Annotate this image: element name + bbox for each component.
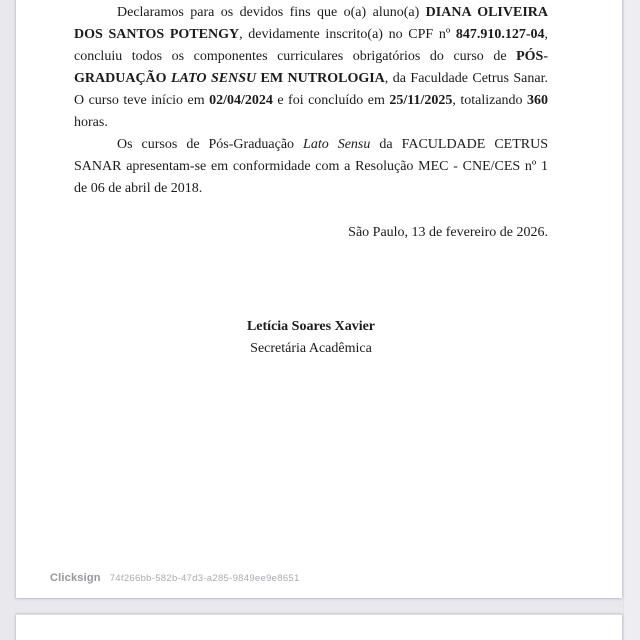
start-date: 02/04/2024 [209,93,273,108]
compliance-text: da FACULDADE CETRUS SANAR apresentam-se em conformidade com a Resolução MEC - CNE/CES nº 1 de 06 de abril de 2018. [74,137,548,196]
course-name: EM NUTROLOGIA [256,71,385,86]
clicksign-footer [50,572,300,584]
declaration-paragraph [74,2,548,134]
declaration-text: e foi concluído em [272,93,390,108]
cpf-number: 847.910.127-04 [455,27,545,42]
document-id: 74f266bb-582b-47d3-a285-9849ee9e8651 [109,573,300,584]
document-body [16,0,622,360]
course-type: PÓS-GRADUAÇÃO [74,49,548,86]
signature-block [74,316,548,360]
declaration-text: , totalizando [452,93,528,108]
clicksign-logo: Clicksign [50,572,101,584]
lato-sensu-term: Lato Sensu [303,137,371,152]
document-page-1 [16,0,622,598]
declaration-text: , concluiu todos os componentes curriculares obrigatórios do curso de [74,27,548,64]
compliance-text: Os cursos de Pós-Graduação [117,137,304,152]
course-hours: 360 [527,93,549,108]
compliance-paragraph [74,134,548,200]
end-date: 25/11/2025 [389,93,453,108]
document-page-2 [16,614,622,640]
declaration-text: horas. [74,115,108,130]
declaration-text: , da Faculdade Cetrus Sanar. O curso teve início em [74,71,548,108]
signatory-name: Letícia Soares Xavier [246,319,376,334]
scroll-gutter[interactable] [623,0,640,640]
declaration-text: Declaramos para os devidos fins que o(a) aluno(a) [117,5,426,20]
student-name: DIANA OLIVEIRA DOS SANTOS POTENGY [74,5,548,42]
city-date-line: São Paulo, 13 de fevereiro de 2026. [348,225,548,240]
declaration-text: , devidamente inscrito(a) no CPF nº [239,27,456,42]
signatory-role: Secretária Acadêmica [250,341,372,356]
course-modality: LATO SENSU [171,71,257,86]
